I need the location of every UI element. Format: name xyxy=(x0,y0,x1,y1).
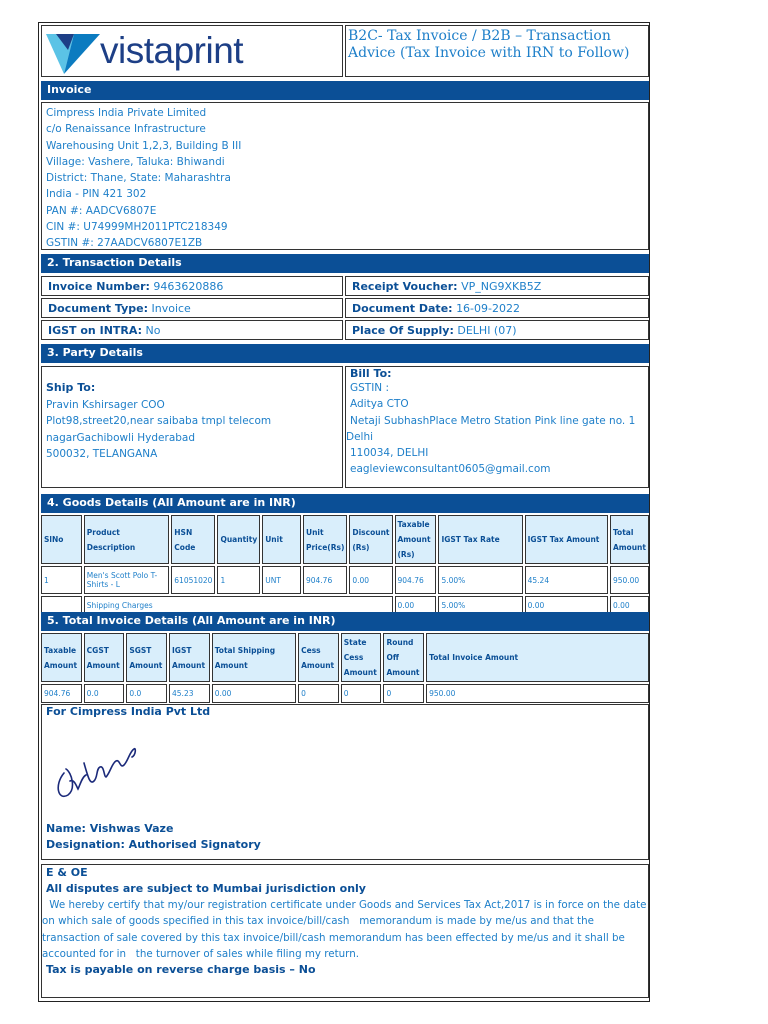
total-invoice-amount: 950.00 xyxy=(426,684,649,703)
company-line-2: c/o Renaissance Infrastructure xyxy=(46,123,206,136)
col-total-taxable: Taxable Amount xyxy=(41,633,82,682)
company-cin: CIN #: U74999MH2011PTC218349 xyxy=(46,221,228,234)
cell-shipping-taxable: 0.00 xyxy=(395,596,437,615)
col-total-shipping: Total Shipping Amount xyxy=(212,633,296,682)
totals-section-header: 5. Total Invoice Details (All Amount are in INR) xyxy=(41,612,649,631)
logo-text: vistaprint xyxy=(100,30,244,71)
svg-text:Vishwas: Vishwas xyxy=(90,773,95,774)
company-line-6: India - PIN 421 302 xyxy=(46,188,147,201)
col-round-off: Round Off Amount xyxy=(383,633,424,682)
cell-total: 950.00 xyxy=(610,566,649,594)
col-slno: SlNo xyxy=(41,515,82,564)
col-sgst: SGST Amount xyxy=(126,633,167,682)
col-discount: Discount (Rs) xyxy=(349,515,392,564)
company-line-1: Cimpress India Private Limited xyxy=(46,107,207,119)
declaration-box xyxy=(41,864,649,998)
invoice-number-label: Invoice Number: xyxy=(48,279,150,293)
total-sgst: 0.0 xyxy=(126,684,167,703)
signatory-name: Name: Vishwas Vaze xyxy=(46,822,174,835)
receipt-voucher-label: Receipt Voucher: xyxy=(352,279,458,293)
cell-igst-rate: 5.00% xyxy=(438,566,522,594)
ship-to-line-1: Pravin Kshirsager COO xyxy=(46,399,165,411)
col-unit-price: Unit Price(Rs) xyxy=(303,515,347,564)
for-company: For Cimpress India Pvt Ltd xyxy=(46,705,211,718)
igst-intra-label: IGST on INTRA: xyxy=(48,323,142,337)
document-type-label: Document Type: xyxy=(48,301,148,315)
bill-to-email: eagleviewconsultant0605@gmail.com xyxy=(350,463,551,476)
total-shipping: 0.00 xyxy=(212,684,296,703)
party-section-header: 3. Party Details xyxy=(41,344,649,363)
col-igst: IGST Amount xyxy=(169,633,210,682)
bill-to-label: Bill To: xyxy=(350,367,392,380)
certification-line-2: on which sale of goods specified in this tax invoice/bill/cash memorandum is made by me/us and that the xyxy=(42,915,594,928)
company-line-3: Warehousing Unit 1,2,3, Building B III xyxy=(46,139,242,152)
invoice-page xyxy=(38,22,650,1002)
signature-icon xyxy=(50,733,150,803)
company-line-5: District: Thane, State: Maharashtra xyxy=(46,172,231,185)
document-type-cell xyxy=(41,298,343,318)
cell-igst-amount: 45.24 xyxy=(525,566,608,594)
total-cgst: 0.0 xyxy=(84,684,125,703)
document-type: Invoice xyxy=(151,301,191,315)
jurisdiction-note: All disputes are subject to Mumbai jurisdiction only xyxy=(46,882,366,895)
total-igst: 45.23 xyxy=(169,684,210,703)
bill-to-box xyxy=(345,366,649,488)
company-address-box xyxy=(41,102,649,250)
col-total-amount: Total Amount xyxy=(610,515,649,564)
bill-to-address: Netaji SubhashPlace Metro Station Pink line gate no. 1 xyxy=(350,414,636,427)
cell-shipping-igst: 0.00 xyxy=(525,596,608,615)
cell-shipping-label: Shipping Charges xyxy=(84,596,393,615)
invoice-number-cell xyxy=(41,276,343,296)
goods-table xyxy=(39,513,651,617)
cell-quantity: 1 xyxy=(217,566,260,594)
ship-to-line-2: Plot98,street20,near saibaba tmpl telecom xyxy=(46,415,272,428)
col-taxable-amount: Taxable Amount (Rs) xyxy=(395,515,437,564)
signatory-designation: Designation: Authorised Signatory xyxy=(46,838,261,851)
vistaprint-logo-icon xyxy=(46,32,100,76)
bill-to-city: Delhi xyxy=(346,430,374,443)
bill-to-pin: 110034, DELHI xyxy=(350,447,429,460)
certification-line-4: accounted for in the turnover of sales while filing my return. xyxy=(42,947,360,960)
col-state-cess: State Cess Amount xyxy=(341,633,382,682)
company-gstin: GSTIN #: 27AADCV6807E1ZB xyxy=(46,237,203,250)
total-state-cess: 0 xyxy=(341,684,382,703)
col-product-description: Product Description xyxy=(84,515,170,564)
place-of-supply-cell xyxy=(345,320,649,340)
igst-intra-cell xyxy=(41,320,343,340)
cell-unit: UNT xyxy=(262,566,301,594)
invoice-number: 9463620886 xyxy=(153,279,224,293)
receipt-voucher-cell xyxy=(345,276,649,296)
bill-to-gstin: GSTIN : xyxy=(350,382,390,394)
company-line-4: Village: Vashere, Taluka: Bhiwandi xyxy=(46,155,225,168)
goods-section-header: 4. Goods Details (All Amount are in INR) xyxy=(41,494,649,513)
place-of-supply-label: Place Of Supply: xyxy=(352,323,454,337)
col-cess: Cess Amount xyxy=(298,633,339,682)
ship-to-label: Ship To: xyxy=(46,381,96,394)
ship-to-line-3: nagarGachibowli Hyderabad xyxy=(46,431,196,444)
ship-to-line-4: 500032, TELANGANA xyxy=(46,447,158,460)
cell-taxable: 904.76 xyxy=(395,566,437,594)
cell-shipping-rate: 5.00% xyxy=(438,596,522,615)
company-pan: PAN #: AADCV6807E xyxy=(46,204,157,217)
eoe-label: E & OE xyxy=(46,866,88,879)
reverse-charge-note: Tax is payable on reverse charge basis – No xyxy=(46,963,316,977)
goods-header-row xyxy=(41,515,649,564)
cell-shipping-total: 0.00 xyxy=(610,596,649,615)
signatory-box xyxy=(41,704,649,860)
certification-line-3: transaction of sale covered by this tax invoice/bill/cash memorandum has been effected by me/us and it shall be xyxy=(42,931,625,944)
col-igst-rate: IGST Tax Rate xyxy=(438,515,522,564)
total-taxable: 904.76 xyxy=(41,684,82,703)
invoice-section-header: Invoice xyxy=(41,81,649,100)
ship-to-box xyxy=(41,366,343,488)
totals-table xyxy=(39,631,651,705)
col-igst-amount: IGST Tax Amount xyxy=(525,515,608,564)
document-date-label: Document Date: xyxy=(352,301,453,315)
bill-to-name: Aditya CTO xyxy=(350,398,409,411)
col-total-invoice: Total Invoice Amount xyxy=(426,633,649,682)
logo-box xyxy=(41,25,343,77)
total-round-off: 0 xyxy=(383,684,424,703)
igst-intra: No xyxy=(145,323,161,337)
col-cgst: CGST Amount xyxy=(84,633,125,682)
document-title: B2C- Tax Invoice / B2B – Transaction Advice (Tax Invoice with IRN to Follow) xyxy=(348,28,630,61)
document-date: 16-09-2022 xyxy=(456,301,520,315)
cell-unit-price: 904.76 xyxy=(303,566,347,594)
place-of-supply: DELHI (07) xyxy=(457,323,517,337)
transaction-section-header: 2. Transaction Details xyxy=(41,254,649,273)
cell-discount: 0.00 xyxy=(349,566,392,594)
cell-product: Men's Scott Polo T-Shirts - L xyxy=(84,566,170,594)
cell-slno: 1 xyxy=(41,566,82,594)
certification-line-1: We hereby certify that my/our registration certificate under Goods and Services Tax Act,2017 is in force on the date xyxy=(46,899,647,911)
col-unit: Unit xyxy=(262,515,301,564)
document-date-cell xyxy=(345,298,649,318)
totals-header-row xyxy=(41,633,649,682)
receipt-voucher: VP_NG9XKB5Z xyxy=(461,279,542,293)
col-quantity: Quantity xyxy=(217,515,260,564)
cell-hsn: 61051020 xyxy=(171,566,215,594)
totals-value-row xyxy=(41,684,649,703)
total-cess: 0 xyxy=(298,684,339,703)
col-hsn-code: HSN Code xyxy=(171,515,215,564)
document-title-box xyxy=(345,25,649,77)
table-row xyxy=(41,566,649,594)
